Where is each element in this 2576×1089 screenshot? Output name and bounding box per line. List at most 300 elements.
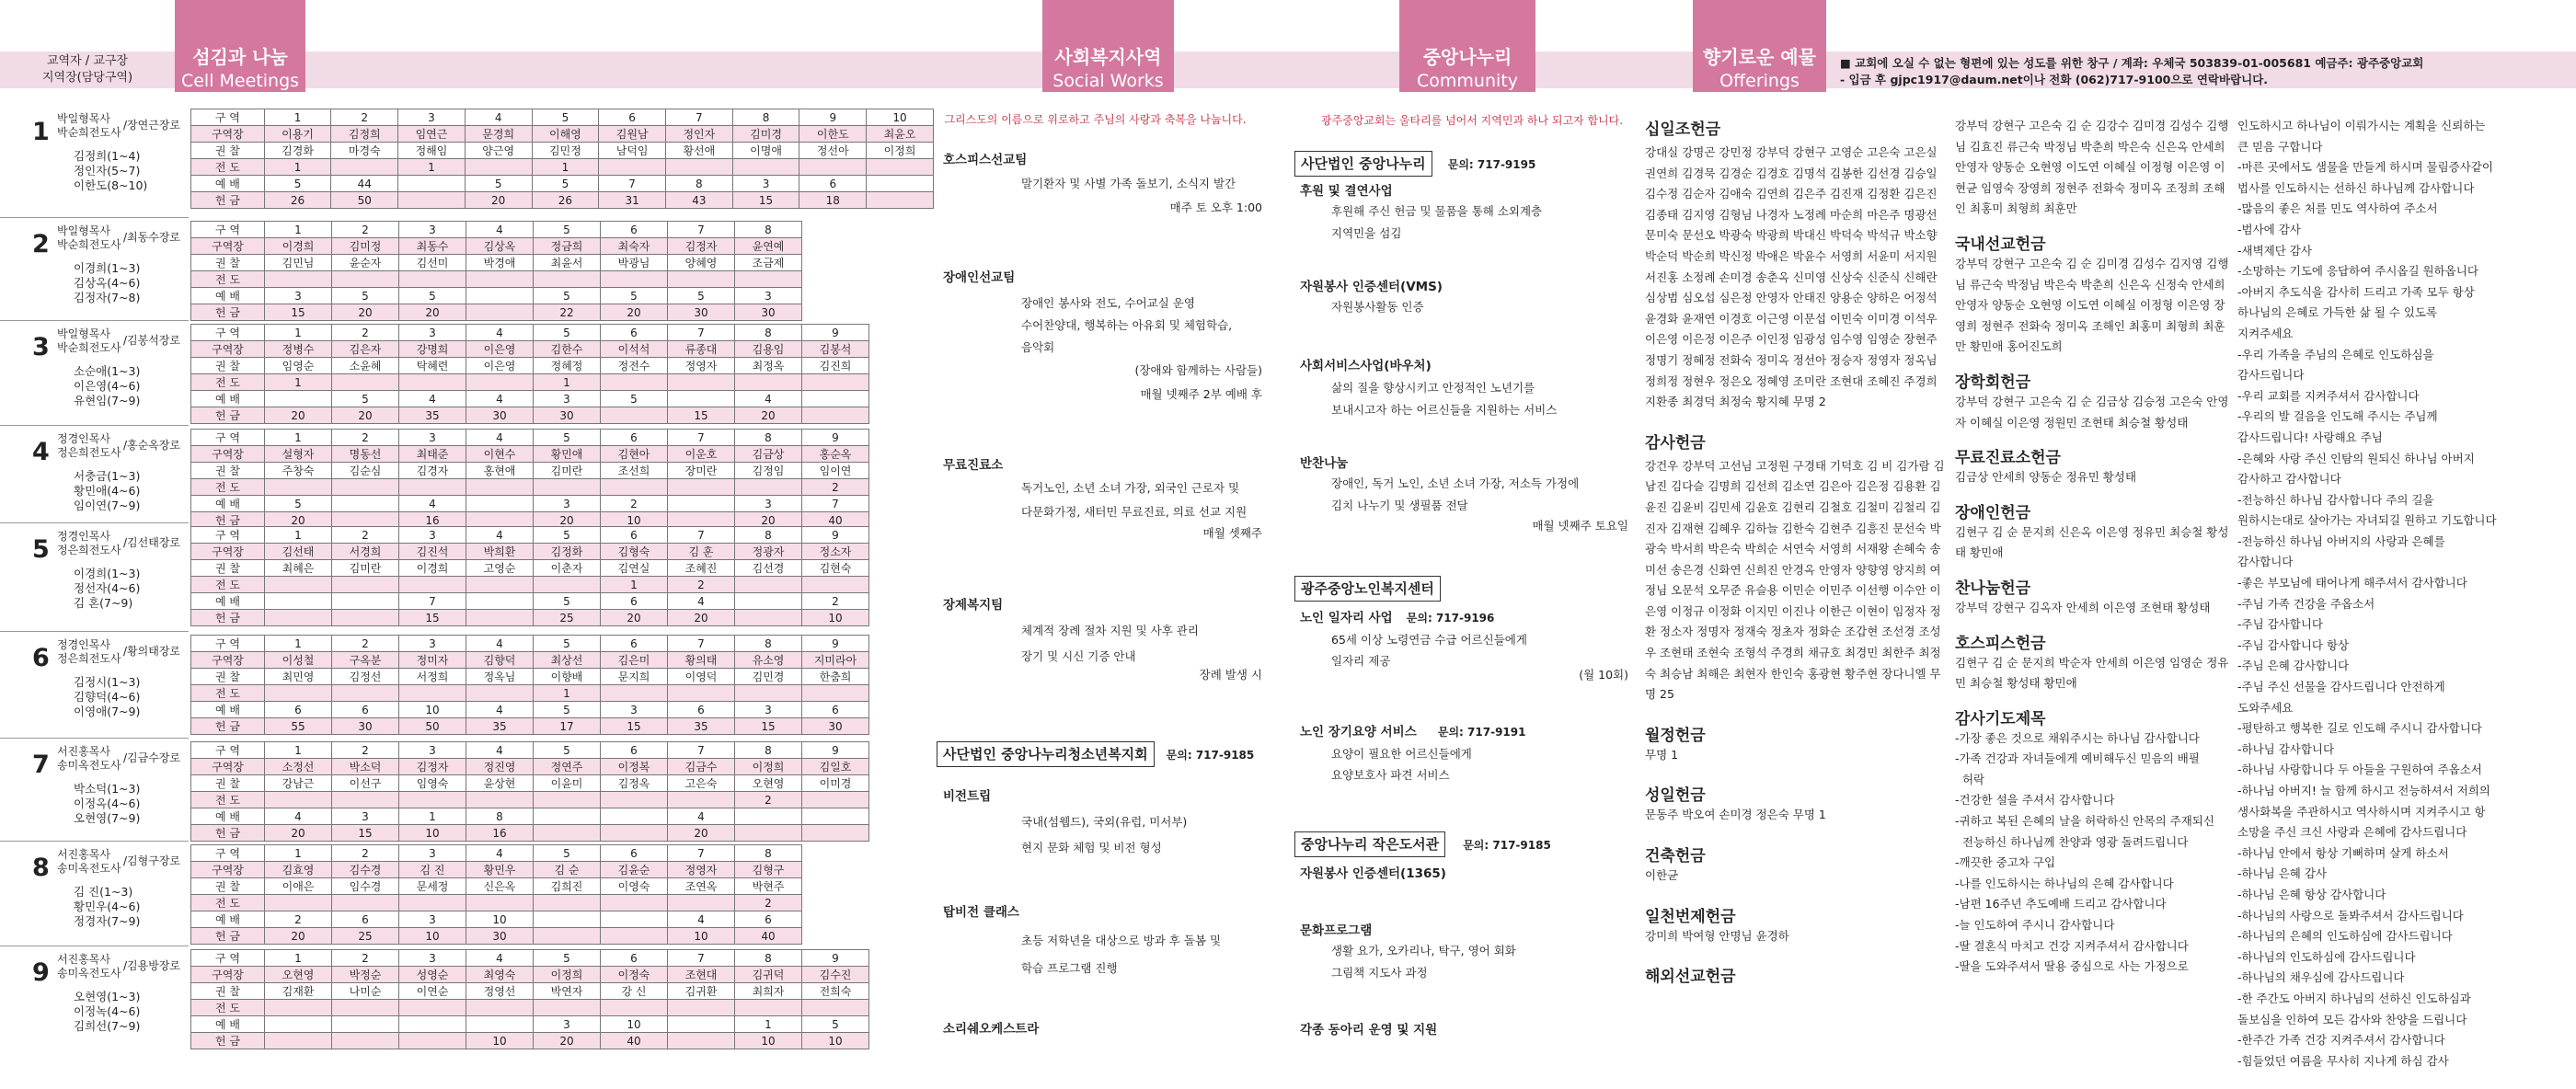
table-cell: 6 bbox=[599, 109, 666, 126]
row-header: 전 도 bbox=[191, 577, 265, 593]
care-title: 노인 장기요양 서비스 bbox=[1300, 725, 1417, 739]
prayer-item: -평탄하고 행복한 길로 인도해 주시니 감사합니다 bbox=[2237, 721, 2482, 736]
table-cell: 2 bbox=[332, 325, 399, 341]
table-cell: 김봉석 bbox=[802, 341, 869, 358]
library-title: 중앙나누리 작은도서관 bbox=[1294, 831, 1445, 857]
table-cell: 3 bbox=[534, 496, 601, 512]
table-cell: 김정임 bbox=[735, 463, 802, 479]
holy-day-title: 성일헌금 bbox=[1645, 786, 1706, 806]
prayer-item: 소망을 주신 크신 사랑과 은혜에 감사드립니다 bbox=[2237, 825, 2467, 840]
table-cell: 조금제 bbox=[735, 255, 802, 271]
table-cell: 김재환 bbox=[265, 983, 332, 1000]
table-cell: 2 bbox=[735, 792, 802, 808]
cell-sub-regions bbox=[74, 990, 189, 1034]
cell-group-number: 9 bbox=[32, 958, 50, 987]
row-header: 구역장 bbox=[191, 446, 265, 463]
table-cell: 이영숙 bbox=[601, 878, 668, 895]
care-phone: 문의: 717-9191 bbox=[1437, 726, 1526, 739]
table-cell bbox=[534, 895, 601, 911]
sub-region: 오현영(7~9) bbox=[74, 811, 141, 825]
table-cell: 15 bbox=[332, 825, 399, 842]
notice-line-1: ■ 교회에 오실 수 없는 형편에 있는 성도를 위한 창구 / 계좌: 우체국 503839-01-005681 예금주: 광주중앙교회 bbox=[1840, 56, 2424, 70]
prayer-item: -늘 인도하여 주시니 감사합니다 bbox=[1955, 918, 2115, 933]
table-cell: 15 bbox=[265, 304, 332, 321]
table-cell bbox=[399, 479, 466, 496]
prayer-item: 감사합니다 bbox=[2237, 555, 2294, 569]
senior-job-line: 일자리 제공 bbox=[1331, 654, 1391, 668]
table-cell: 3 bbox=[735, 702, 802, 718]
table-cell: 전희숙 bbox=[802, 983, 869, 1000]
cell-table bbox=[190, 844, 802, 945]
table-cell: 최윤서 bbox=[534, 255, 601, 271]
table-cell: 8 bbox=[735, 222, 802, 238]
table-cell: 50 bbox=[399, 718, 466, 735]
table-cell: 김정자 bbox=[399, 759, 466, 775]
table-cell bbox=[534, 479, 601, 496]
table-cell bbox=[601, 685, 668, 702]
table-cell: 김 훈 bbox=[668, 544, 735, 560]
cell-table bbox=[190, 429, 869, 529]
prayer-item: -소망하는 기도에 응답하여 주시옵길 원하옵니다 bbox=[2237, 264, 2478, 279]
row-header: 헌 금 bbox=[191, 1033, 265, 1049]
table-cell: 김수진 bbox=[802, 967, 869, 983]
table-cell bbox=[802, 1000, 869, 1016]
table-cell bbox=[465, 159, 532, 176]
table-cell: 최태준 bbox=[399, 446, 466, 463]
prayer-item: -아버지 추도식을 감사히 드리고 가족 모두 항상 bbox=[2237, 284, 2475, 299]
table-cell: 윤순자 bbox=[332, 255, 399, 271]
row-header: 권 찰 bbox=[191, 669, 265, 685]
table-row bbox=[191, 702, 869, 718]
side-dish-desc bbox=[1331, 473, 1579, 517]
table-cell bbox=[466, 792, 534, 808]
row-header: 예 배 bbox=[191, 288, 265, 304]
table-cell: 정영자 bbox=[668, 862, 735, 878]
notice-line-2: - 입금 후 gjpc1917@daum.net이나 전화 (062)717-9100으로 연락바랍니다. bbox=[1840, 73, 2269, 86]
table-cell: 남덕임 bbox=[599, 143, 666, 159]
funeral-desc bbox=[1021, 618, 1199, 670]
tab-social-works bbox=[1042, 0, 1174, 92]
prayer-item: -하나님 사랑합니다 두 아들을 구원하여 주옵소서 bbox=[2237, 762, 2482, 777]
table-cell: 김은자 bbox=[332, 341, 399, 358]
table-cell: 황민우 bbox=[466, 862, 534, 878]
table-cell bbox=[399, 374, 466, 391]
table-cell: 정혜정 bbox=[534, 358, 601, 374]
thanks-body: 강건우 강부덕 고선님 고정원 구경태 기덕호 김 비 김가람 김남진 김다슬 김명희 김선희 김소연 김은아 김은정 김용환 김윤진 김윤비 김민세 김윤호 김현리 김철호 김철미 김철리 김진자 김재현 김혜우 김하늘 김한숙 김현주 김흥진 문선숙 박광숙 박서희 박은숙 박희순 서연숙 서영희 서재왕 손혜숙 송미선 송은경 신화연 신희진 안경옥 안영자 양향영 양지희 여정님 오문석 오무준 유슬용 이민순 이민주 이선행 이수안 이은영 이정규 이정화 이지민 이진나 이한근 이현이 임정자 정 환 정소자 정명자 정재숙 정초자 정화순 조갑현 조선경 조성우 조현태 조현숙 조형석 주경희 채규호 최경민 최한주 최정숙 최승남 최해은 최현자 한인숙 홍광현 황주현 장다니엘 무명 25 bbox=[1645, 458, 1945, 702]
row-header: 권 찰 bbox=[191, 878, 265, 895]
cell-table bbox=[190, 221, 802, 321]
table-cell: 김미란 bbox=[534, 463, 601, 479]
table-cell: 7 bbox=[599, 176, 666, 192]
table-row bbox=[191, 192, 934, 209]
row-header: 예 배 bbox=[191, 702, 265, 718]
table-cell: 정영선 bbox=[466, 983, 534, 1000]
tab-community-center bbox=[1399, 0, 1535, 111]
table-cell: 2 bbox=[601, 496, 668, 512]
table-cell: 50 bbox=[331, 192, 398, 209]
table-row bbox=[191, 222, 802, 238]
table-cell: 5 bbox=[601, 391, 668, 407]
table-cell bbox=[799, 159, 867, 176]
table-cell: 4 bbox=[265, 808, 332, 825]
table-cell: 9 bbox=[802, 430, 869, 446]
table-cell: 6 bbox=[601, 636, 668, 652]
leader-region: /김형구장로 bbox=[123, 854, 181, 867]
sub-region: 정선자(4~6) bbox=[74, 581, 141, 595]
table-cell bbox=[735, 577, 802, 593]
table-cell bbox=[265, 610, 332, 626]
row-header: 구 역 bbox=[191, 430, 265, 446]
hospice-offering-body: 김현구 김 순 문지희 박순자 안세희 이은영 임영순 정유민 최승철 황성태 황민애 bbox=[1955, 655, 2229, 691]
table-cell: 구옥분 bbox=[332, 652, 399, 669]
table-cell: 최민영 bbox=[265, 669, 332, 685]
care-line: 요양이 필요한 어르신들에게 bbox=[1331, 747, 1472, 761]
prayer-item: -좋은 부모님에 태어나게 해주셔서 감사합니다 bbox=[2237, 576, 2467, 590]
prayer-item: -전능하신 하나님 감사합니다 주의 길을 bbox=[2237, 492, 2434, 507]
table-cell: 1 bbox=[735, 1016, 802, 1033]
table-row bbox=[191, 967, 869, 983]
tab-en: Social Works bbox=[1052, 71, 1164, 91]
leader-names: 서진홍목사 송미옥전도사 bbox=[57, 745, 121, 772]
leader-names: 서진홍목사 송미옥전도사 bbox=[57, 848, 121, 875]
table-cell: 4 bbox=[668, 808, 735, 825]
table-cell: 25 bbox=[332, 928, 399, 945]
table-cell: 정광자 bbox=[735, 544, 802, 560]
table-cell: 김민정 bbox=[532, 143, 599, 159]
table-cell: 김선태 bbox=[265, 544, 332, 560]
side-dish-offering-title: 찬나눔헌금 bbox=[1955, 579, 2031, 598]
table-cell bbox=[332, 610, 399, 626]
table-cell: 6 bbox=[601, 950, 668, 967]
header-left bbox=[0, 52, 175, 88]
table-cell: 2 bbox=[332, 845, 399, 862]
table-cell bbox=[802, 825, 869, 842]
table-cell: 장미란 bbox=[668, 463, 735, 479]
table-cell: 8 bbox=[665, 176, 732, 192]
table-row bbox=[191, 255, 802, 271]
cell-sub-regions bbox=[74, 469, 189, 513]
table-cell: 5 bbox=[534, 593, 601, 610]
row-header: 구역장 bbox=[191, 238, 265, 255]
row-header: 구역장 bbox=[191, 862, 265, 878]
table-cell bbox=[668, 792, 735, 808]
table-cell: 김순심 bbox=[332, 463, 399, 479]
youth-welfare-phone: 문의: 717-9185 bbox=[1166, 749, 1255, 762]
cell-sub-regions bbox=[74, 364, 189, 408]
prayer-item: -가족 건강과 자녀들에게 예비해두신 믿음의 배필 bbox=[1955, 751, 2200, 766]
table-cell bbox=[332, 685, 399, 702]
row-header: 권 찰 bbox=[191, 255, 265, 271]
senior-job-title: 노인 일자리 사업 bbox=[1300, 611, 1393, 625]
tab-ko: 중앙나누리 bbox=[1422, 46, 1512, 68]
table-cell: 윤연예 bbox=[735, 238, 802, 255]
table-cell: 강 신 bbox=[601, 983, 668, 1000]
care-line: 요양보호사 파견 서비스 bbox=[1331, 768, 1450, 782]
table-cell: 1 bbox=[265, 742, 332, 759]
table-cell: 9 bbox=[802, 742, 869, 759]
table-cell: 6 bbox=[601, 222, 668, 238]
table-cell: 최동수 bbox=[399, 238, 466, 255]
table-cell: 1 bbox=[264, 109, 331, 126]
table-cell: 유소영 bbox=[735, 652, 802, 669]
prayer-item: -하나님의 채우심에 감사드립니다 bbox=[2237, 970, 2405, 985]
leader-names: 박일형목사 박순희전도사 bbox=[57, 327, 121, 354]
row-header: 구 역 bbox=[191, 742, 265, 759]
table-cell bbox=[332, 496, 399, 512]
table-cell bbox=[802, 808, 869, 825]
table-cell: 2 bbox=[332, 527, 399, 544]
senior-job-phone: 문의: 717-9196 bbox=[1406, 612, 1495, 625]
sub-region: 이경희(1~3) bbox=[74, 261, 141, 275]
prayer-item: 돌보심을 인하여 모든 감사와 찬양을 드립니다 bbox=[2237, 1012, 2467, 1026]
sub-region: 황민애(4~6) bbox=[74, 484, 141, 498]
table-cell bbox=[332, 1033, 399, 1049]
prayer-item: -우리 가족을 주님의 은혜로 인도하심을 bbox=[2237, 347, 2434, 361]
table-cell: 9 bbox=[802, 527, 869, 544]
table-row bbox=[191, 718, 869, 735]
table-cell bbox=[332, 577, 399, 593]
table-cell bbox=[601, 928, 668, 945]
table-row bbox=[191, 792, 869, 808]
table-cell bbox=[668, 391, 735, 407]
leader-names: 박일형목사 박순희전도사 bbox=[57, 112, 121, 139]
table-cell: 3 bbox=[601, 702, 668, 718]
sub-region: 정경자(7~9) bbox=[74, 914, 141, 928]
table-cell bbox=[399, 895, 466, 911]
table-row bbox=[191, 825, 869, 842]
prayer-item: -주님 은혜 감사합니다 bbox=[2237, 659, 2350, 673]
table-cell bbox=[802, 374, 869, 391]
leader-region: /홍순옥장로 bbox=[123, 439, 181, 452]
prayer-item: -하나님 은혜 항상 감사합니다 bbox=[2237, 887, 2386, 901]
tab-en: Community Center bbox=[1417, 71, 1518, 111]
table-cell: 6 bbox=[601, 845, 668, 862]
table-cell: 1 bbox=[264, 159, 331, 176]
sub-region: 이은영(4~6) bbox=[74, 379, 141, 393]
table-cell: 오현영 bbox=[265, 967, 332, 983]
table-cell: 3 bbox=[332, 808, 399, 825]
table-cell: 4 bbox=[668, 911, 735, 928]
sub-region: 이정옥(4~6) bbox=[74, 797, 141, 810]
sub-region: 김 진(1~3) bbox=[74, 885, 133, 899]
offering-notice bbox=[1840, 55, 2576, 88]
cell-group-leader bbox=[57, 953, 186, 980]
cell-table bbox=[190, 526, 869, 626]
table-cell: 10 bbox=[802, 1033, 869, 1049]
table-row bbox=[191, 669, 869, 685]
prayer-item: -딸 결혼식 마치고 건강 지켜주셔서 감사합니다 bbox=[1955, 938, 2189, 953]
table-cell: 문경희 bbox=[465, 126, 532, 143]
table-cell: 이연순 bbox=[399, 983, 466, 1000]
table-cell: 5 bbox=[534, 325, 601, 341]
table-cell: 김정화 bbox=[534, 544, 601, 560]
prayer-item: -우리 교회를 지켜주셔서 감사합니다 bbox=[2237, 388, 2420, 403]
table-cell bbox=[601, 1000, 668, 1016]
table-cell: 10 bbox=[601, 1016, 668, 1033]
hospice-time: 매주 토 오후 1:00 bbox=[1169, 201, 1262, 214]
table-cell: 5 bbox=[465, 176, 532, 192]
table-cell: 7 bbox=[668, 742, 735, 759]
table-row bbox=[191, 759, 869, 775]
table-cell bbox=[398, 176, 466, 192]
table-cell bbox=[265, 685, 332, 702]
cell-sub-regions bbox=[74, 567, 189, 611]
table-cell: 2 bbox=[332, 222, 399, 238]
table-cell: 15 bbox=[668, 407, 735, 424]
table-cell: 김선경 bbox=[735, 560, 802, 577]
table-cell: 2 bbox=[668, 577, 735, 593]
cell-group-number: 1 bbox=[32, 118, 50, 146]
tab-ko: 섬김과 나눔 bbox=[192, 46, 288, 68]
table-cell: 김귀덕 bbox=[735, 967, 802, 983]
table-row bbox=[191, 159, 934, 176]
table-cell: 10 bbox=[867, 109, 934, 126]
row-header: 전 도 bbox=[191, 271, 265, 288]
table-row bbox=[191, 288, 802, 304]
table-cell: 5 bbox=[532, 176, 599, 192]
social-works-column bbox=[937, 109, 1254, 131]
table-cell: 20 bbox=[534, 512, 601, 529]
table-cell bbox=[735, 374, 802, 391]
group-divider bbox=[0, 217, 189, 218]
table-row bbox=[191, 577, 869, 593]
table-cell: 3 bbox=[534, 1016, 601, 1033]
table-cell bbox=[466, 479, 534, 496]
prayer-item: -딸을 도와주셔서 딸용 중심으로 사는 가정으로 bbox=[1955, 959, 2189, 974]
table-cell: 이정숙 bbox=[601, 967, 668, 983]
prayer-item: 인도하시고 하나님이 이뤄가시는 계획을 신뢰하는 bbox=[2237, 119, 2486, 132]
hospice-offering-title: 호스피스헌금 bbox=[1955, 634, 2046, 653]
prayer-item: -하나님 감사합니다 bbox=[2237, 741, 2335, 756]
table-cell bbox=[466, 374, 534, 391]
prayer-item: 법사를 인도하시는 선하신 하나님께 감사합니다 bbox=[2237, 180, 2475, 195]
row-header: 구 역 bbox=[191, 950, 265, 967]
table-cell: 7 bbox=[668, 430, 735, 446]
table-cell: 3 bbox=[399, 911, 466, 928]
table-cell: 최영숙 bbox=[466, 967, 534, 983]
table-cell: 2 bbox=[802, 479, 869, 496]
table-cell: 4 bbox=[466, 742, 534, 759]
table-cell: 6 bbox=[735, 911, 802, 928]
table-row bbox=[191, 341, 869, 358]
culture-line: 그림책 지도사 과정 bbox=[1331, 966, 1428, 980]
table-cell: 10 bbox=[399, 702, 466, 718]
hospice-title: 호스피스선교팀 bbox=[943, 153, 1028, 167]
sub-region: 김희선(7~9) bbox=[74, 1019, 141, 1033]
clinic-line: 독거노인, 소년 소녀 가장, 외국인 근로자 및 bbox=[1021, 481, 1240, 495]
cell-group-leader bbox=[57, 638, 186, 666]
side-dish-time: 매월 넷째주 토요일 bbox=[1532, 519, 1628, 533]
table-cell: 7 bbox=[802, 496, 869, 512]
table-cell: 5 bbox=[534, 430, 601, 446]
table-cell: 6 bbox=[601, 742, 668, 759]
cell-group-number: 6 bbox=[32, 644, 50, 672]
table-cell bbox=[399, 271, 466, 288]
table-cell: 이선구 bbox=[332, 775, 399, 792]
table-cell bbox=[534, 271, 601, 288]
table-cell bbox=[735, 610, 802, 626]
table-cell bbox=[466, 685, 534, 702]
table-cell: 김상옥 bbox=[466, 238, 534, 255]
table-cell: 20 bbox=[534, 1033, 601, 1049]
table-cell: 4 bbox=[466, 845, 534, 862]
table-cell bbox=[534, 825, 601, 842]
prayer-item: -많음의 좋은 처를 민도 역사하여 주소서 bbox=[2237, 201, 2438, 216]
table-cell: 5 bbox=[534, 950, 601, 967]
table-row bbox=[191, 808, 869, 825]
hospice-desc: 말기환자 및 사별 가족 돌보기, 소식지 발간 bbox=[1021, 177, 1236, 190]
table-cell: 6 bbox=[332, 702, 399, 718]
table-cell: 5 bbox=[532, 109, 599, 126]
table-cell: 김정자 bbox=[668, 238, 735, 255]
table-cell: 이한도 bbox=[799, 126, 867, 143]
table-cell: 김민님 bbox=[265, 255, 332, 271]
table-cell bbox=[668, 496, 735, 512]
table-cell bbox=[867, 159, 934, 176]
table-cell: 8 bbox=[735, 742, 802, 759]
row-header: 전 도 bbox=[191, 895, 265, 911]
disabled-line: 수어찬양대, 행복하는 아유회 및 체험학습, bbox=[1021, 318, 1233, 332]
cell-group-number: 4 bbox=[32, 438, 50, 466]
table-cell: 16 bbox=[466, 825, 534, 842]
row-header: 권 찰 bbox=[191, 463, 265, 479]
table-row bbox=[191, 325, 869, 341]
table-cell: 5 bbox=[399, 288, 466, 304]
table-cell: 20 bbox=[668, 610, 735, 626]
table-cell: 김경화 bbox=[264, 143, 331, 159]
table-cell: 7 bbox=[668, 845, 735, 862]
table-cell: 8 bbox=[735, 845, 802, 862]
table-cell: 박현주 bbox=[735, 878, 802, 895]
disabled-offering-body: 김현구 김 순 문지희 신은옥 이은영 정유민 최승철 황성태 황민애 bbox=[1955, 524, 2229, 560]
table-cell: 7 bbox=[668, 527, 735, 544]
table-cell: 4 bbox=[465, 109, 532, 126]
senior-center-title: 광주중앙노인복지센터 bbox=[1294, 576, 1441, 602]
table-cell bbox=[332, 374, 399, 391]
culture-line: 생활 요가, 오카리나, 탁구, 영어 회화 bbox=[1331, 944, 1516, 957]
table-cell: 박경애 bbox=[466, 255, 534, 271]
table-cell: 정선아 bbox=[799, 143, 867, 159]
table-cell bbox=[534, 911, 601, 928]
table-cell: 황선애 bbox=[665, 143, 732, 159]
table-cell bbox=[265, 271, 332, 288]
table-cell: 3 bbox=[399, 845, 466, 862]
table-cell: 김미경 bbox=[732, 126, 799, 143]
table-cell: 나미순 bbox=[332, 983, 399, 1000]
table-cell: 임영숙 bbox=[399, 775, 466, 792]
table-cell: 김효영 bbox=[265, 862, 332, 878]
table-cell: 8 bbox=[735, 527, 802, 544]
row-header: 예 배 bbox=[191, 911, 265, 928]
row-header: 예 배 bbox=[191, 593, 265, 610]
table-row bbox=[191, 126, 934, 143]
cell-table bbox=[190, 109, 934, 209]
table-cell bbox=[265, 792, 332, 808]
table-cell bbox=[399, 792, 466, 808]
table-row bbox=[191, 1000, 869, 1016]
table-cell: 소윤혜 bbox=[332, 358, 399, 374]
table-row bbox=[191, 358, 869, 374]
table-row bbox=[191, 238, 802, 255]
table-cell: 22 bbox=[534, 304, 601, 321]
table-cell: 박정순 bbox=[332, 967, 399, 983]
table-cell: 20 bbox=[332, 407, 399, 424]
table-cell bbox=[399, 1016, 466, 1033]
disabled-line: 음악회 bbox=[1021, 340, 1055, 354]
table-cell: 박희환 bbox=[466, 544, 534, 560]
prayer-item: -주님 감사합니다 bbox=[2237, 617, 2324, 632]
table-cell: 5 bbox=[601, 288, 668, 304]
